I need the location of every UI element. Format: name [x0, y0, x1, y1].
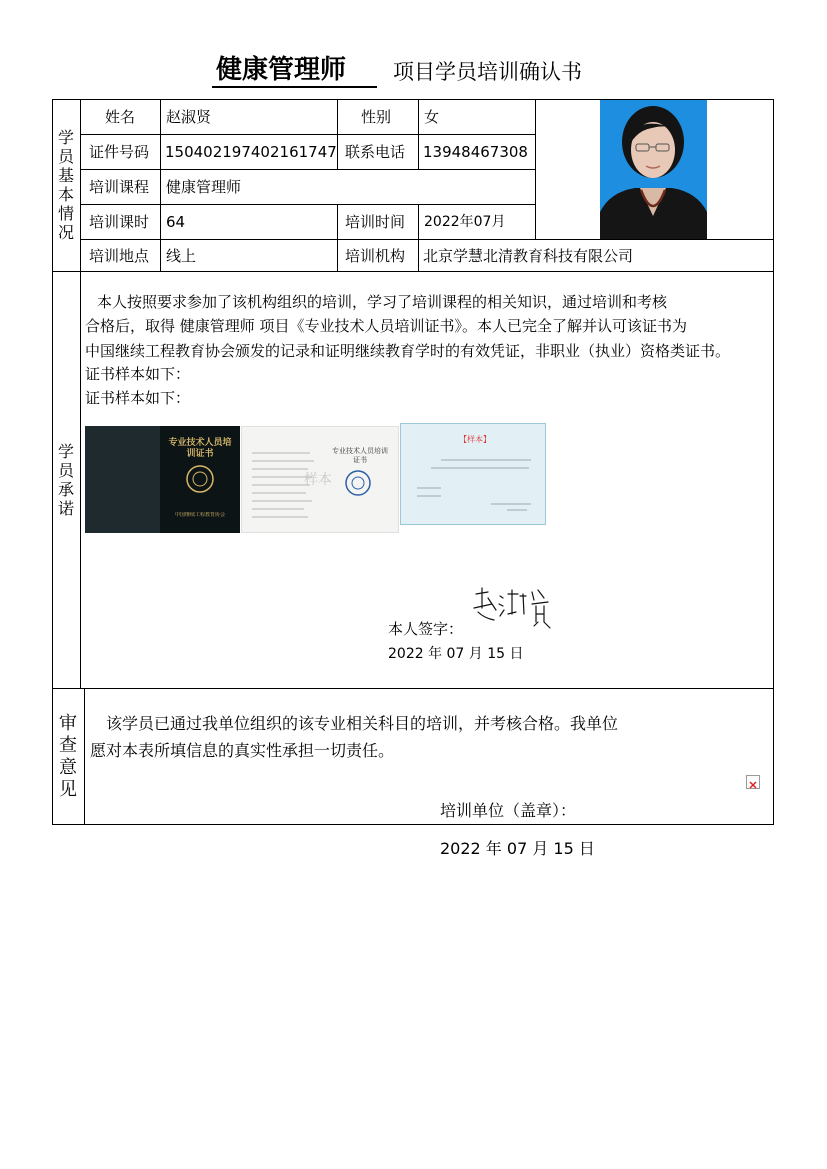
hours-label: 培训课时	[89, 213, 150, 231]
certificate-book-image	[85, 426, 240, 533]
org-value: 北京学慧北清教育科技有限公司	[423, 247, 634, 265]
certificate-sample-lines	[411, 454, 537, 514]
phone-label: 联系电话	[345, 143, 406, 161]
time-value: 2022年07月	[424, 214, 506, 230]
student-photo	[600, 100, 707, 239]
certificate-cover-title: 专业技术人员培训证书	[168, 438, 232, 459]
certificate-sample-image	[400, 423, 546, 525]
commitment-label: 学员承诺	[57, 442, 74, 518]
course-value: 健康管理师	[166, 178, 242, 196]
title-underline	[212, 86, 377, 88]
location-value: 线上	[166, 247, 197, 265]
emblem-icon	[185, 464, 215, 494]
certificate-cover-footer: 中国继续工程教育协会	[174, 512, 225, 518]
review-label: 审查意见	[59, 713, 77, 800]
name-value: 赵淑贤	[166, 108, 212, 126]
review-line-1: 该学员已通过我单位组织的该专业相关科目的培训，并考核合格。我单位	[106, 714, 619, 733]
signature-label: 本人签字：	[388, 620, 464, 638]
commitment-line-2: 合格后，取得 健康管理师 项目《专业技术人员培训证书》。本人已完全了解并认可该证书为	[85, 317, 688, 335]
org-label: 培训机构	[345, 247, 406, 265]
handwritten-signature	[470, 584, 554, 630]
id-value: 150402197402161747	[165, 143, 337, 161]
review-line-2: 愿对本表所填信息的真实性承担一切责任。	[90, 741, 395, 760]
basic-info-label: 学员基本情况	[57, 128, 74, 242]
time-label: 培训时间	[345, 213, 406, 231]
commitment-line-3: 中国继续工程教育协会颁发的记录和证明继续教育学时的有效凭证，非职业（执业）资格类证书。	[85, 342, 731, 360]
seal-icon	[344, 469, 372, 497]
certificate-inner-title: 专业技术人员培训证书	[332, 447, 388, 464]
document-title: 健康管理师	[216, 55, 347, 85]
name-label: 姓名	[105, 108, 136, 126]
commitment-line-5: 证书样本如下：	[85, 389, 191, 407]
gender-label: 性别	[361, 108, 392, 126]
certificate-inner-image	[241, 426, 399, 533]
stamp-label: 培训单位（盖章）：	[440, 801, 577, 820]
sample-badge: 【样本】	[459, 435, 491, 444]
gender-value: 女	[424, 108, 440, 126]
hours-value: 64	[166, 213, 186, 231]
review-date: 2022 年 07 月 15 日	[440, 839, 595, 858]
document-subtitle: 项目学员培训确认书	[393, 60, 582, 84]
broken-image-icon	[746, 775, 760, 789]
certificate-cover	[160, 426, 240, 533]
commitment-date: 2022 年 07 月 15 日	[388, 646, 524, 662]
id-label: 证件号码	[89, 143, 150, 161]
commitment-line-1: 本人按照要求参加了该机构组织的培训，学习了培训课程的相关知识，通过培训和考核	[97, 293, 668, 311]
phone-value: 13948467308	[423, 143, 528, 161]
course-label: 培训课程	[89, 178, 150, 196]
commitment-line-4: 证书样本如下：	[85, 365, 191, 383]
location-label: 培训地点	[89, 247, 150, 265]
certificate-watermark: 样本	[304, 472, 332, 488]
